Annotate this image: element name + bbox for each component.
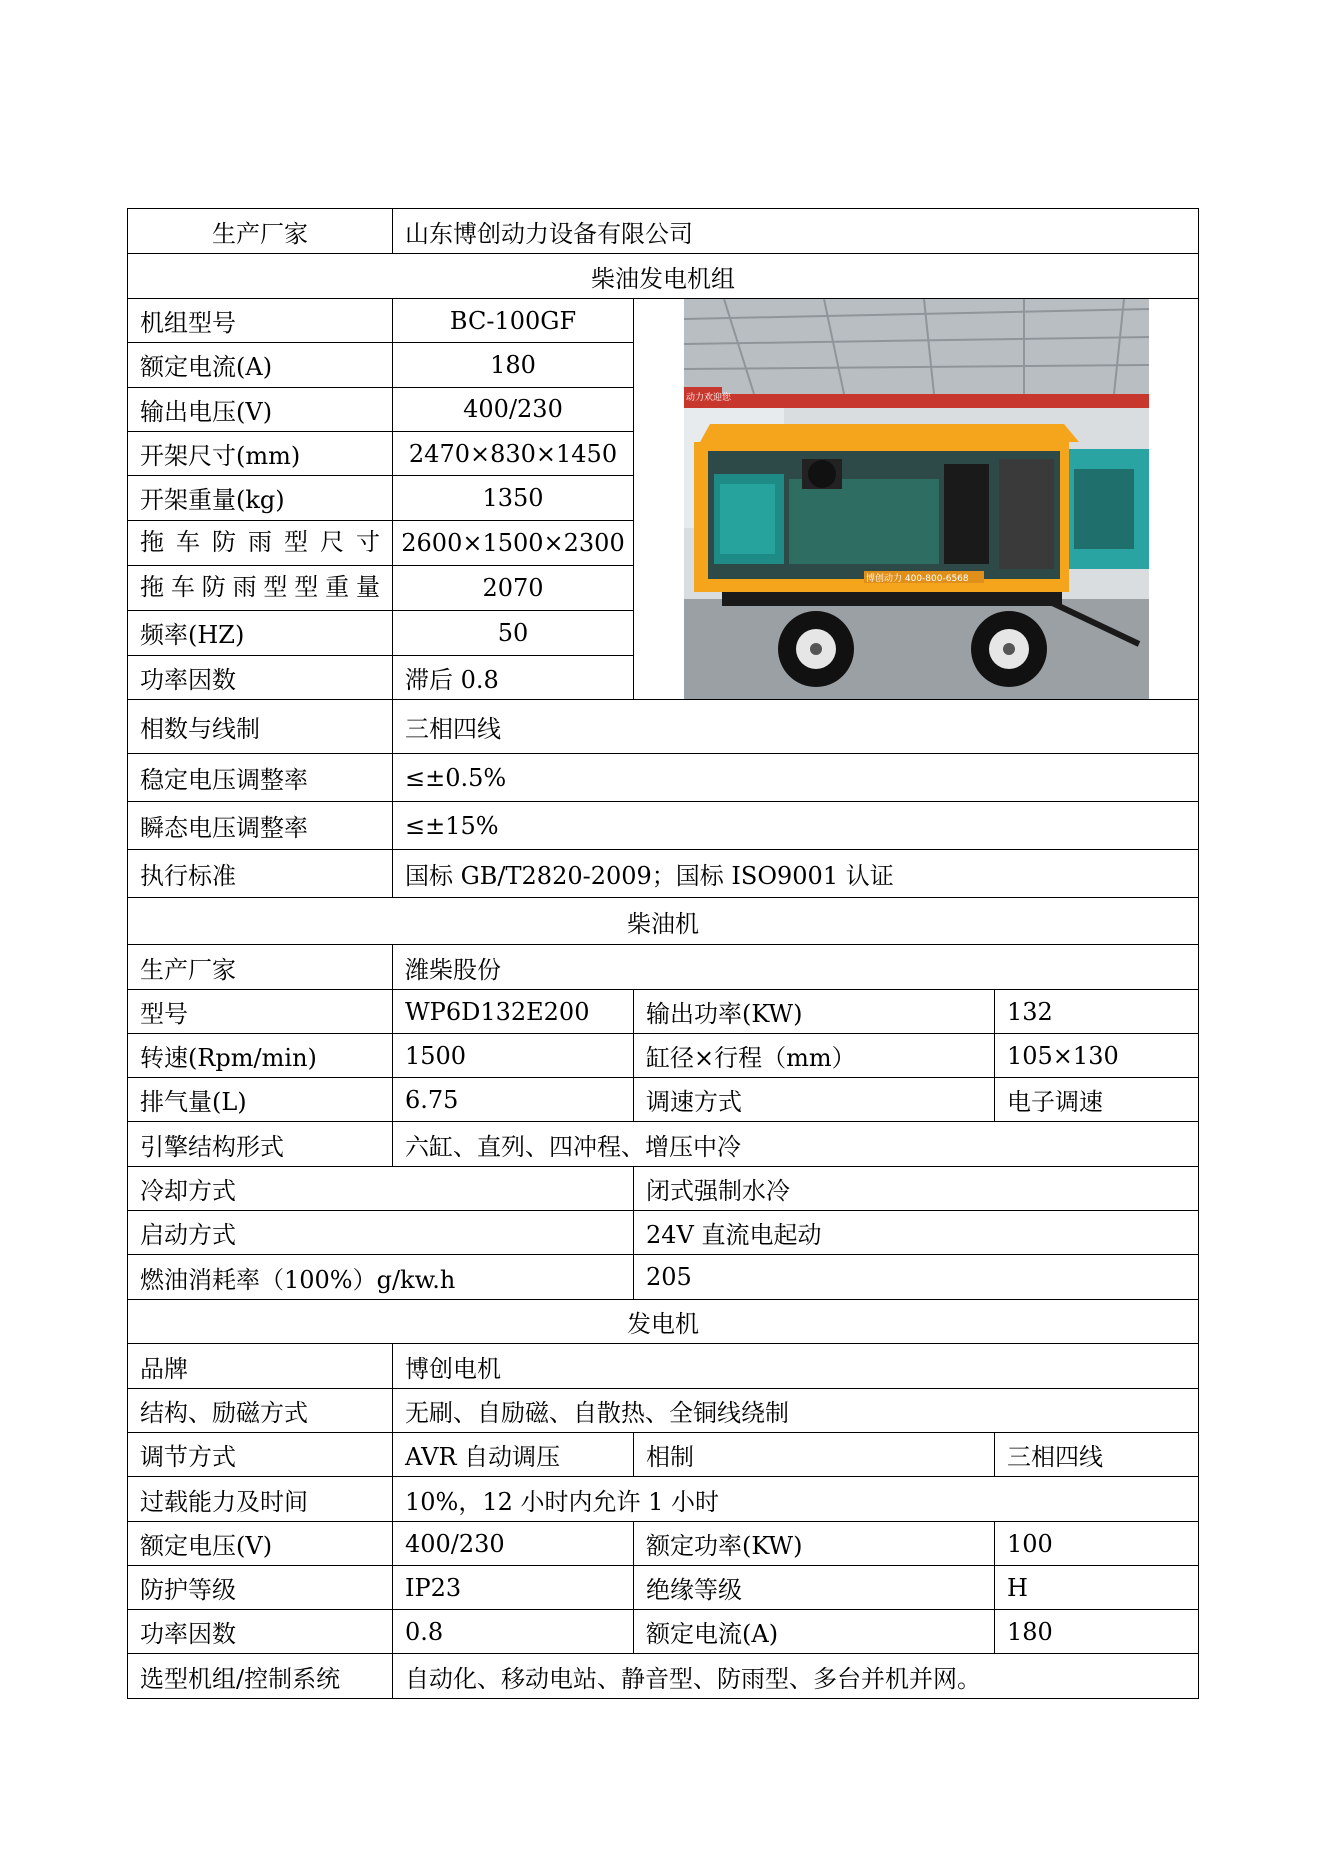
gen-overload-value: 10%，12 小时内允许 1 小时	[393, 1477, 1199, 1522]
table-row	[128, 1344, 1199, 1389]
table-row	[128, 1654, 1199, 1699]
wheel-left	[778, 611, 854, 687]
genset-label: 机组型号	[128, 299, 393, 343]
gen-phase-value: 三相四线	[995, 1433, 1199, 1477]
transient-value: ≤±15%	[393, 802, 1199, 850]
table-row	[128, 1610, 1199, 1654]
options-label: 选型机组/控制系统	[128, 1654, 393, 1699]
genset-value: BC-100GF	[393, 299, 634, 343]
engine-disp-label: 排气量(L)	[128, 1078, 393, 1122]
steady-value: ≤±0.5%	[393, 754, 1199, 802]
table-row	[128, 1167, 1199, 1211]
genset-value: 400/230	[393, 387, 634, 431]
engine-cool-value: 闭式强制水冷	[634, 1167, 1199, 1211]
engine-struct-value: 六缸、直列、四冲程、增压中冷	[393, 1122, 1199, 1167]
genset-value: 滞后 0.8	[393, 655, 634, 699]
phase-value: 三相四线	[393, 700, 1199, 754]
section-generator: 发电机	[128, 1300, 1199, 1344]
genset-label: 功率因数	[128, 655, 393, 699]
product-photo	[684, 299, 1149, 699]
table-row	[128, 754, 1199, 802]
engine-speed-value: 1500	[393, 1034, 634, 1078]
table-row	[128, 1433, 1199, 1477]
gen-overload-label: 过载能力及时间	[128, 1477, 393, 1522]
banner-text: 动力欢迎您	[685, 393, 731, 403]
section-genset: 柴油发电机组	[128, 254, 1199, 299]
table-row	[128, 1211, 1199, 1255]
gen-current-value: 180	[995, 1610, 1199, 1654]
gen-pf-label: 功率因数	[128, 1610, 393, 1654]
engine-bore-label: 缸径×行程（mm）	[634, 1034, 995, 1078]
manufacturer-value: 山东博创动力设备有限公司	[393, 209, 1199, 254]
plate-text: 博创动力 400-800-6568	[865, 574, 969, 584]
engine-fuel-value: 205	[634, 1255, 1199, 1300]
engine-bore-value: 105×130	[995, 1034, 1199, 1078]
engine-start-value: 24V 直流电起动	[634, 1211, 1199, 1255]
steady-label: 稳定电压调整率	[128, 754, 393, 802]
engine-gov-value: 电子调速	[995, 1078, 1199, 1122]
genset-value: 50	[393, 611, 634, 655]
engine-maker-value: 潍柴股份	[393, 945, 1199, 990]
section-header-row	[128, 1300, 1199, 1344]
engine-maker-label: 生产厂家	[128, 945, 393, 990]
engine-disp-value: 6.75	[393, 1078, 634, 1122]
engine-model-value: WP6D132E200	[393, 990, 634, 1034]
engine-power-value: 132	[995, 990, 1199, 1034]
genset-label: 开架重量(kg)	[128, 476, 393, 520]
table-row	[128, 1522, 1199, 1566]
gen-current-label: 额定电流(A)	[634, 1610, 995, 1654]
section-engine: 柴油机	[128, 898, 1199, 945]
table-row	[128, 990, 1199, 1034]
standard-label: 执行标准	[128, 850, 393, 898]
phase-label: 相数与线制	[128, 700, 393, 754]
gen-brand-label: 品牌	[128, 1344, 393, 1389]
engine-model-label: 型号	[128, 990, 393, 1034]
genset-label: 额定电流(A)	[128, 343, 393, 387]
gen-protect-label: 防护等级	[128, 1566, 393, 1610]
engine-gov-label: 调速方式	[634, 1078, 995, 1122]
table-row	[128, 1122, 1199, 1167]
section-header-row	[128, 898, 1199, 945]
gen-rated-power-value: 100	[995, 1522, 1199, 1566]
table-row	[128, 1255, 1199, 1300]
gen-insul-label: 绝缘等级	[634, 1566, 995, 1610]
gen-volt-label: 额定电压(V)	[128, 1522, 393, 1566]
gen-reg-value: AVR 自动调压	[393, 1433, 634, 1477]
transient-label: 瞬态电压调整率	[128, 802, 393, 850]
table-row	[128, 209, 1199, 254]
genset-label: 开架尺寸(mm)	[128, 431, 393, 475]
manufacturer-label: 生产厂家	[128, 209, 393, 254]
generator-trailer-image	[684, 299, 1149, 699]
engine-fuel-label: 燃油消耗率（100%）g/kw.h	[128, 1255, 634, 1300]
engine-speed-label: 转速(Rpm/min)	[128, 1034, 393, 1078]
gen-protect-value: IP23	[393, 1566, 634, 1610]
genset-value: 180	[393, 343, 634, 387]
gen-volt-value: 400/230	[393, 1522, 634, 1566]
genset-value: 2470×830×1450	[393, 431, 634, 475]
engine-start-label: 启动方式	[128, 1211, 634, 1255]
table-row	[128, 1477, 1199, 1522]
gen-rated-power-label: 额定功率(KW)	[634, 1522, 995, 1566]
genset-label: 输出电压(V)	[128, 387, 393, 431]
gen-reg-label: 调节方式	[128, 1433, 393, 1477]
table-row	[128, 850, 1199, 898]
genset-label: 拖车防雨型尺寸	[128, 520, 393, 565]
table-row	[128, 1078, 1199, 1122]
engine-cool-label: 冷却方式	[128, 1167, 634, 1211]
options-value: 自动化、移动电站、静音型、防雨型、多台并机并网。	[393, 1654, 1199, 1699]
gen-pf-value: 0.8	[393, 1610, 634, 1654]
standard-value: 国标 GB/T2820-2009；国标 ISO9001 认证	[393, 850, 1199, 898]
table-row	[128, 299, 1199, 343]
table-row	[128, 1034, 1199, 1078]
gen-insul-value: H	[995, 1566, 1199, 1610]
genset-label: 频率(HZ)	[128, 611, 393, 655]
engine-power-label: 输出功率(KW)	[634, 990, 995, 1034]
genset-value: 1350	[393, 476, 634, 520]
gen-excite-label: 结构、励磁方式	[128, 1389, 393, 1433]
table-row	[128, 1566, 1199, 1610]
table-row	[128, 1389, 1199, 1433]
table-row	[128, 700, 1199, 754]
genset-value: 2070	[393, 565, 634, 610]
gen-phase-label: 相制	[634, 1433, 995, 1477]
genset-label: 拖车防雨型型重量	[128, 565, 393, 610]
table-row	[128, 802, 1199, 850]
wheel-right	[971, 611, 1047, 687]
genset-value: 2600×1500×2300	[393, 520, 634, 565]
spec-table	[127, 208, 1199, 1699]
table-row	[128, 945, 1199, 990]
gen-brand-value: 博创电机	[393, 1344, 1199, 1389]
engine-struct-label: 引擎结构形式	[128, 1122, 393, 1167]
product-photo-cell	[634, 299, 1199, 700]
gen-excite-value: 无刷、自励磁、自散热、全铜线绕制	[393, 1389, 1199, 1433]
section-header-row	[128, 254, 1199, 299]
